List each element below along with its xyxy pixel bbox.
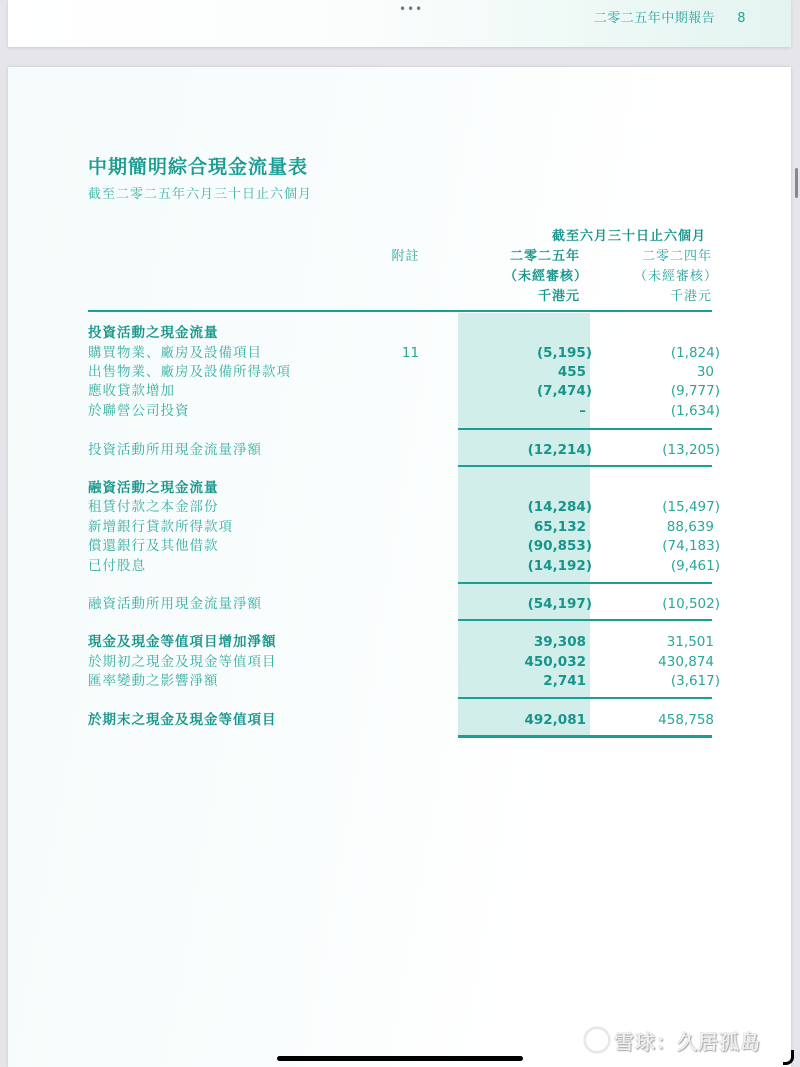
value-2024: (10,502) [662,596,720,612]
value-2024: (1,824) [670,345,720,361]
table-row [88,497,720,517]
value-2025: – [579,403,586,419]
year-2024-audit: （未經審核） [633,269,718,284]
row-label: 現金及現金等值項目增加淨額 [88,634,277,650]
value-2025: (14,284) [527,499,592,515]
row-label: 購買物業、廠房及設備項目 [88,345,262,361]
page-number: 8 [737,11,746,26]
page-title: 中期簡明綜合現金流量表 [88,156,309,178]
row-label: 於聯營公司投資 [88,403,190,419]
table-row [88,440,720,460]
value-2025: 450,032 [524,654,586,670]
subtotal-rule [458,465,712,467]
row-label: 融資活動所用現金流量淨額 [88,596,262,612]
header-rule [88,310,712,312]
note-header: 附註 [391,249,420,264]
screen-corner [783,1050,794,1065]
value-2025: 492,081 [524,712,586,728]
row-label: 於期末之現金及現金等值項目 [88,712,277,728]
table-row [88,517,720,537]
row-label: 已付股息 [88,558,146,574]
table-row [88,652,720,672]
table-row [88,632,720,652]
row-label: 租賃付款之本金部份 [88,499,219,515]
row-label: 應收貸款增加 [88,383,175,399]
value-2025: 65,132 [533,519,586,535]
value-2024: (9,461) [670,558,720,574]
xueqiu-logo-icon [584,1027,610,1053]
row-label: 於期初之現金及現金等值項目 [88,654,277,670]
row-label: 出售物業、廠房及設備所得款項 [88,364,291,380]
value-2024: 30 [696,364,714,380]
row-label: 償還銀行及其他借款 [88,538,219,554]
table-row [88,671,720,691]
value-2024: 458,758 [658,712,714,728]
running-header [594,7,746,26]
scrollbar-thumb[interactable] [795,168,798,198]
value-2025: 2,741 [543,673,586,689]
total-rule [458,735,712,738]
value-2024: (13,205) [662,442,720,458]
value-2024: 88,639 [666,519,714,535]
table-row [88,710,720,730]
value-2024: 430,874 [658,654,714,670]
value-2024: (74,183) [662,538,720,554]
table-row [88,401,720,421]
value-2024: (1,634) [670,403,720,419]
watermark-text: 雪球：久居孤岛 [614,1030,761,1054]
subtotal-rule [458,619,712,621]
value-2024: 31,501 [666,634,714,650]
value-2025: (90,853) [527,538,592,554]
value-2025: (54,197) [527,596,592,612]
table-row [88,536,720,556]
table-row [88,323,720,343]
subtotal-rule [458,428,712,430]
subtotal-rule [458,697,712,699]
year-2025-header: 二零二五年 [509,249,580,264]
row-label: 匯率變動之影響淨額 [88,673,219,689]
value-2025: (14,192) [527,558,592,574]
page-subtitle: 截至二零二五年六月三十日止六個月 [88,187,313,202]
document-page [8,67,791,1067]
table-row [88,594,720,614]
year-2025-audit: （未經審核） [503,269,588,284]
row-label: 融資活動之現金流量 [88,480,219,496]
row-label: 投資活動所用現金流量淨額 [88,442,262,458]
subtotal-rule [458,582,712,584]
value-2025: 39,308 [533,634,586,650]
value-2024: (15,497) [662,499,720,515]
row-label: 投資活動之現金流量 [88,325,219,341]
watermark [584,1026,761,1055]
value-2025: (5,195) [536,345,592,361]
table-row [88,362,720,382]
year-2025-unit: 千港元 [537,289,580,304]
year-2024-unit: 千港元 [669,289,712,304]
value-2025: (7,474) [536,383,592,399]
value-2024: (9,777) [670,383,720,399]
table-row [88,556,720,576]
report-title: 二零二五年中期報告 [593,11,716,26]
value-2024: (3,617) [670,673,720,689]
period-header: 截至六月三十日止六個月 [551,229,706,244]
table-row [88,343,720,363]
value-2025: 455 [557,364,586,380]
row-label: 新增銀行貸款所得款項 [88,519,233,535]
more-options-icon[interactable]: ••• [399,2,424,16]
table-row [88,478,720,498]
row-note[interactable]: 11 [401,345,420,361]
home-indicator[interactable] [277,1056,523,1061]
year-2024-header: 二零二四年 [641,249,712,264]
value-2025: (12,214) [527,442,592,458]
previous-page [8,0,791,47]
table-row [88,381,720,401]
